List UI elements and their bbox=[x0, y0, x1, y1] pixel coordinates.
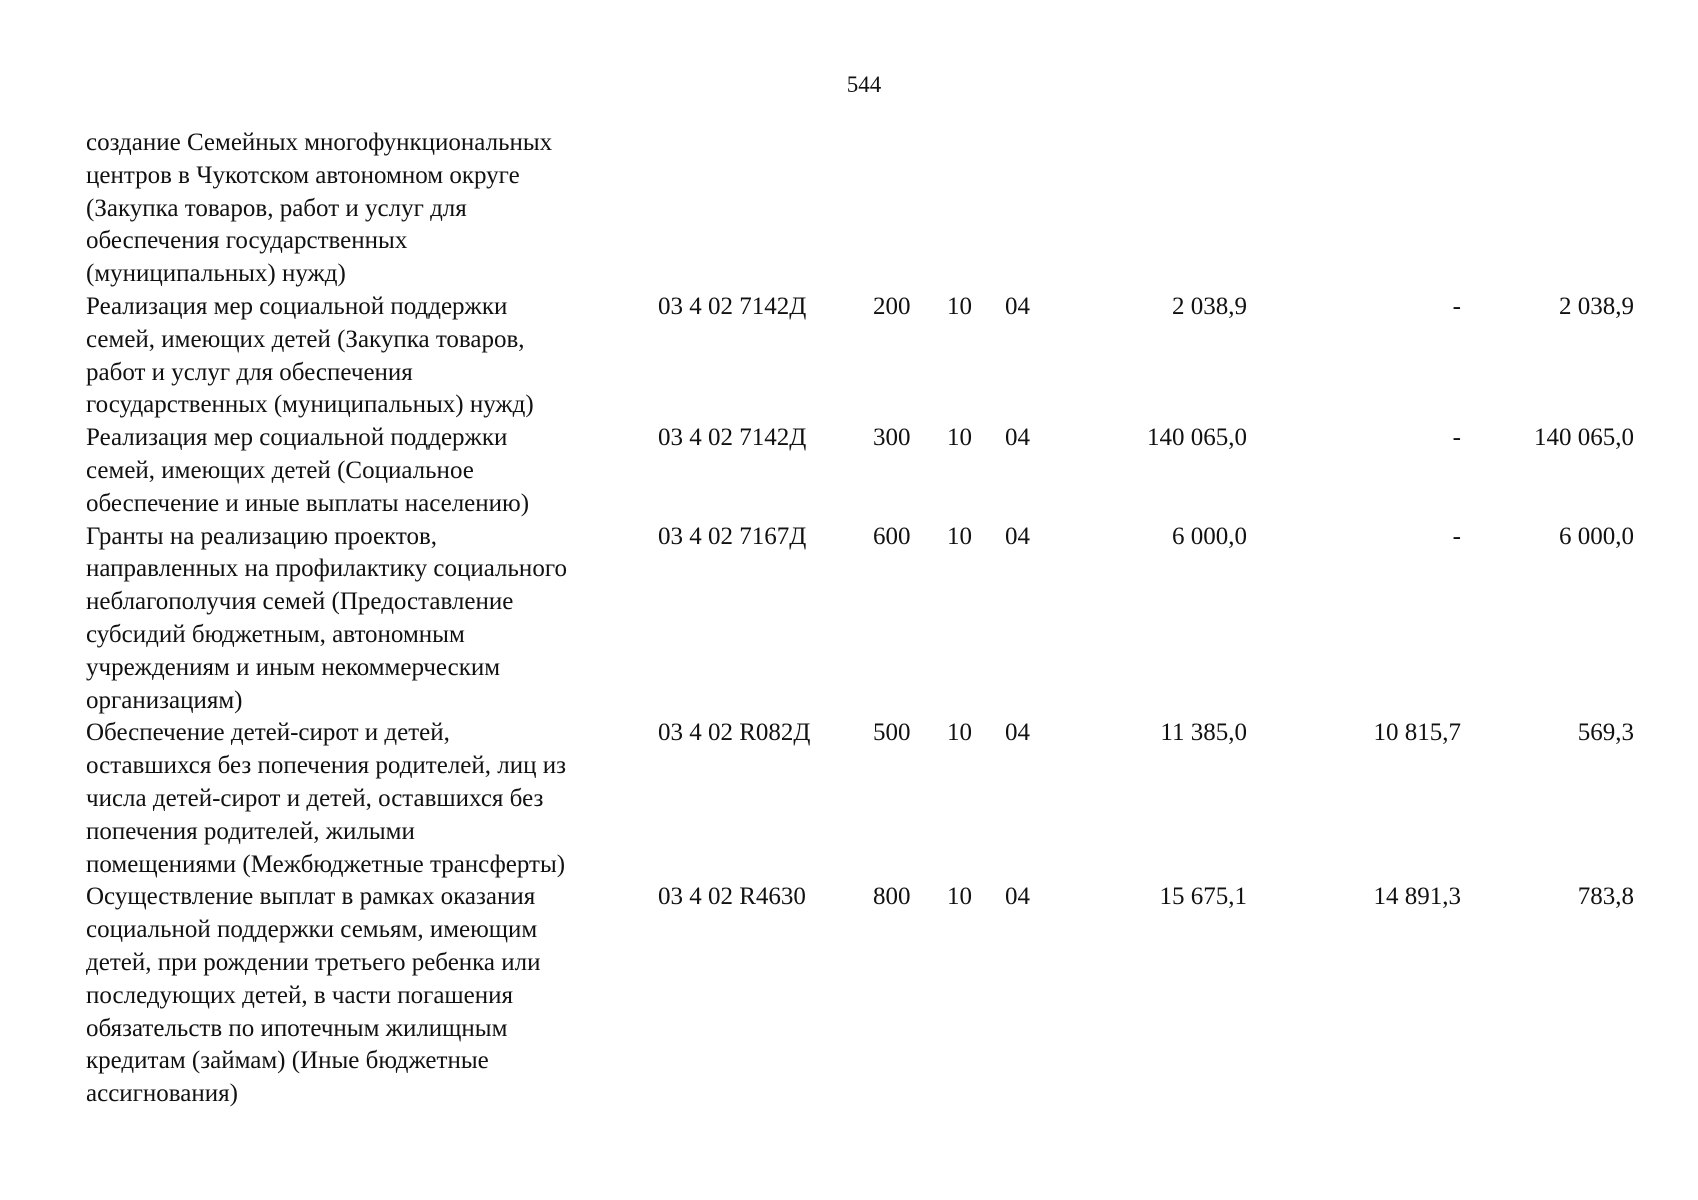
target-article-code: 03 4 02 7167Д bbox=[658, 522, 807, 550]
table-row bbox=[86, 422, 1634, 520]
row-name: Реализация мер социальной поддержки семей, имеющих детей (Социальное обеспечение и иные выплаты населению) bbox=[86, 424, 530, 517]
expense-type-code: 200 bbox=[873, 292, 911, 320]
section-code: 10 bbox=[947, 522, 972, 550]
row-name-cell bbox=[86, 422, 658, 520]
expense-type-code: 500 bbox=[873, 719, 911, 747]
section-code: 10 bbox=[947, 719, 972, 747]
regional-amount: 140 065,0 bbox=[1534, 424, 1634, 452]
subsection-code: 04 bbox=[1005, 719, 1030, 747]
section-code: 10 bbox=[947, 292, 972, 320]
subsection-code: 04 bbox=[1005, 883, 1030, 911]
table-row bbox=[86, 127, 1634, 291]
subsection-code: 04 bbox=[1005, 424, 1030, 452]
federal-amount: 10 815,7 bbox=[1373, 719, 1461, 747]
row-name: Обеспечение детей-сирот и детей, оставшихся без попечения родителей, лиц из числа детей-сирот и детей, оставшихся без попечения родителей, жилыми помещениями (Межбюджетные трансферты) bbox=[86, 719, 567, 878]
page-number: 544 bbox=[846, 72, 882, 97]
row-name-cell bbox=[86, 521, 658, 718]
target-article-code: 03 4 02 R082Д bbox=[658, 719, 811, 747]
row-name: Гранты на реализацию проектов, направленных на профилактику социального неблагополучия семей (Предоставление субсидий бюджетным, автономным учреждениям и иным некоммерческим организациям) bbox=[86, 522, 567, 714]
row-name: создание Семейных многофункциональных центров в Чукотском автономном округе (Закупка товаров, работ и услуг для обеспечения государственных (муниципальных) нужд) bbox=[86, 129, 553, 288]
subsection-code: 04 bbox=[1005, 522, 1030, 550]
total-amount: 6 000,0 bbox=[1172, 522, 1247, 550]
regional-amount: 569,3 bbox=[1577, 719, 1634, 747]
regional-amount: 6 000,0 bbox=[1559, 522, 1634, 550]
target-article-code: 03 4 02 R4630 bbox=[658, 883, 806, 911]
table-row bbox=[86, 291, 1634, 422]
expense-type-code bbox=[873, 127, 947, 291]
total-amount: 11 385,0 bbox=[1160, 719, 1247, 747]
regional-amount: 2 038,9 bbox=[1559, 292, 1634, 320]
table-row bbox=[86, 717, 1634, 881]
section-code bbox=[947, 127, 1005, 291]
row-name-cell bbox=[86, 717, 658, 881]
target-article-code: 03 4 02 7142Д bbox=[658, 292, 807, 320]
section-code: 10 bbox=[947, 883, 972, 911]
total-amount: 2 038,9 bbox=[1172, 292, 1247, 320]
total-amount: 15 675,1 bbox=[1159, 883, 1247, 911]
target-article-code: 03 4 02 7142Д bbox=[658, 424, 807, 452]
regional-amount: 783,8 bbox=[1577, 883, 1634, 911]
row-name-cell bbox=[86, 881, 658, 1111]
regional-amount bbox=[1461, 127, 1634, 291]
total-amount bbox=[1082, 127, 1247, 291]
row-name-cell bbox=[86, 291, 658, 422]
federal-amount: - bbox=[1452, 292, 1461, 320]
table-row bbox=[86, 521, 1634, 718]
subsection-code: 04 bbox=[1005, 292, 1030, 320]
section-code: 10 bbox=[947, 424, 972, 452]
row-name: Осуществление выплат в рамках оказания социальной поддержки семьям, имеющим детей, при рождении третьего ребенка или последующих детей, в части погашения обязательств по ипотечным жилищным кредитам (займам) (Иные бюджетные ассигнования) bbox=[86, 883, 541, 1108]
federal-amount: - bbox=[1452, 424, 1461, 452]
row-name: Реализация мер социальной поддержки семей, имеющих детей (Закупка товаров, работ и услуг для обеспечения государственных (муниципальных) нужд) bbox=[86, 292, 534, 419]
federal-amount: - bbox=[1452, 522, 1461, 550]
table-row bbox=[86, 881, 1634, 1111]
budget-table bbox=[86, 127, 1634, 1111]
expense-type-code: 300 bbox=[873, 424, 911, 452]
target-article-code bbox=[658, 127, 873, 291]
federal-amount: 14 891,3 bbox=[1373, 883, 1461, 911]
expense-type-code: 600 bbox=[873, 522, 911, 550]
expense-type-code: 800 bbox=[873, 883, 911, 911]
row-name-cell bbox=[86, 127, 658, 291]
federal-amount bbox=[1247, 127, 1461, 291]
subsection-code bbox=[1005, 127, 1082, 291]
total-amount: 140 065,0 bbox=[1147, 424, 1247, 452]
